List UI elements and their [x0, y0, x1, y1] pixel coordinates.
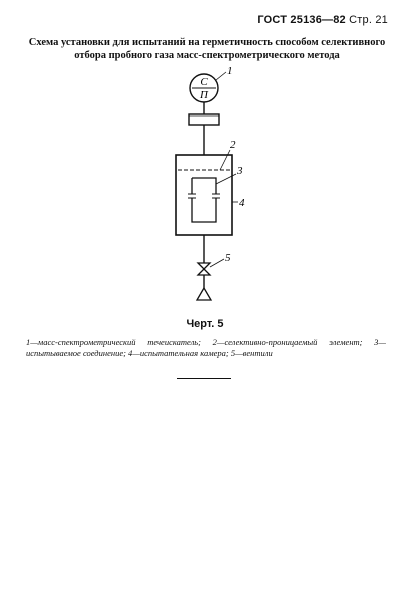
- page-header: [257, 14, 388, 26]
- divider: [177, 378, 231, 379]
- figure-caption: 1—масс-спектрометрический течеискатель; 2—селективно-проницаемый элемент; 3—испытываемое соединение; 4—испытательная камера; 5—вентили: [26, 337, 386, 358]
- label-3: 3: [237, 165, 243, 177]
- gauge-label-top: С: [200, 76, 208, 88]
- label-4: 4: [239, 197, 245, 209]
- valve-icon: [198, 263, 210, 275]
- label-2: 2: [230, 139, 236, 151]
- outlet-triangle-icon: [197, 288, 211, 300]
- standard-number: ГОСТ 25136—82: [257, 14, 346, 26]
- figure-number: Черт. 5: [186, 318, 224, 330]
- figure-title: Схема установки для испытаний на герметичность способом селективного отбора пробного газа масс-спектрометрического метода: [28, 37, 386, 61]
- label-1: 1: [227, 65, 233, 77]
- gauge-label-bottom: П: [200, 89, 208, 101]
- test-chamber: [176, 155, 232, 235]
- label-5: 5: [225, 252, 231, 264]
- test-setup-diagram: [120, 62, 290, 312]
- page-number: Стр. 21: [349, 14, 388, 26]
- tested-joint: [192, 178, 216, 222]
